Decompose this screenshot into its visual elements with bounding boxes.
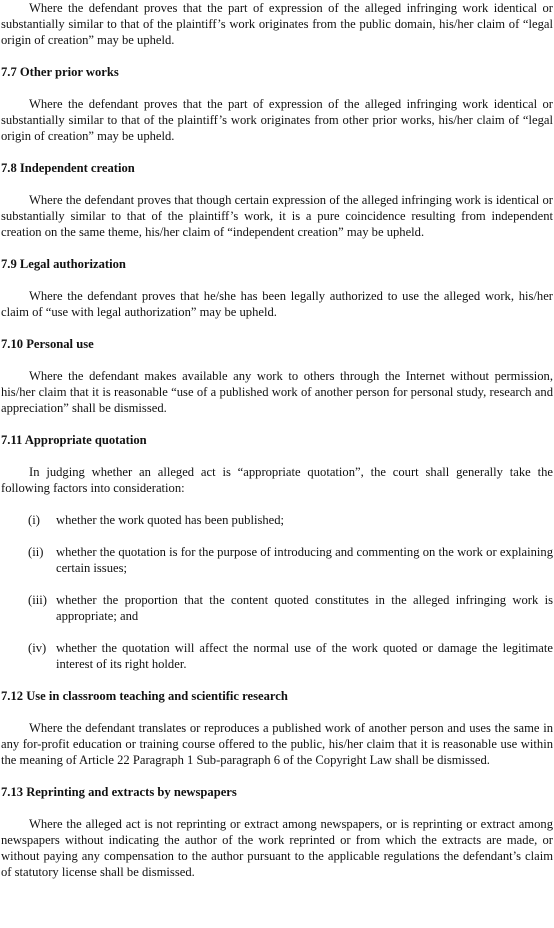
- paragraph-public-domain: Where the defendant proves that the part of expression of the alleged infringing work identical or substantially similar to that of the plaintiff’s work originates from the public domain, his/her claim of “legal origin of creation” may be upheld.: [1, 1, 553, 47]
- heading-7-8: 7.8 Independent creation: [1, 161, 135, 175]
- heading-7-13: 7.13 Reprinting and extracts by newspapers: [1, 785, 237, 799]
- heading-7-11: 7.11 Appropriate quotation: [1, 433, 147, 447]
- list-item-number: (i): [28, 513, 40, 527]
- heading-7-10: 7.10 Personal use: [1, 337, 94, 351]
- heading-7-12: 7.12 Use in classroom teaching and scientific research: [1, 689, 288, 703]
- heading-7-9: 7.9 Legal authorization: [1, 257, 126, 271]
- paragraph-7-10: Where the defendant makes available any work to others through the Internet without permission, his/her claim that it is reasonable “use of a published work of another person for personal study, research and appreciation” shall be dismissed.: [1, 369, 553, 415]
- list-item-text: whether the quotation will affect the normal use of the work quoted or damage the legitimate interest of its right holder.: [56, 641, 553, 671]
- list-item: [1, 512, 553, 528]
- paragraph-7-13: Where the alleged act is not reprinting or extract among newspapers, or is reprinting or extract among newspapers without indicating the author of the work reprinted or from which the extracts are made, or without paying any compensation to the author pursuant to the applicable regulations the defendant’s claim of statutory license shall be dismissed.: [1, 817, 553, 879]
- paragraph-7-9: Where the defendant proves that he/she has been legally authorized to use the alleged work, his/her claim of “use with legal authorization” may be upheld.: [1, 289, 553, 319]
- list-item-text: whether the proportion that the content quoted constitutes in the alleged infringing work is appropriate; and: [56, 593, 553, 623]
- heading-7-7: 7.7 Other prior works: [1, 65, 119, 79]
- factors-list: [1, 512, 553, 672]
- list-item-number: (iii): [28, 593, 47, 607]
- list-item-number: (iv): [28, 641, 47, 655]
- paragraph-7-11: In judging whether an alleged act is “appropriate quotation”, the court shall generally take the following factors into consideration:: [1, 465, 553, 495]
- list-item-text: whether the quotation is for the purpose of introducing and commenting on the work or explaining certain issues;: [56, 545, 553, 575]
- list-item: [1, 544, 553, 576]
- list-item-number: (ii): [28, 545, 44, 559]
- paragraph-7-8: Where the defendant proves that though certain expression of the alleged infringing work is identical or substantially similar to that of the plaintiff’s work, it is a pure coincidence resulting from independent creation on the same theme, his/her claim of “independent creation” may be upheld.: [1, 193, 553, 239]
- list-item: [1, 640, 553, 672]
- paragraph-7-12: Where the defendant translates or reproduces a published work of another person and uses the same in any for-profit education or training course offered to the public, his/her claim that it is reasonable use within the meaning of Article 22 Paragraph 1 Sub-paragraph 6 of the Copyright Law shall be dismissed.: [1, 721, 553, 767]
- paragraph-7-7: Where the defendant proves that the part of expression of the alleged infringing work identical or substantially similar to that of the plaintiff’s work originates from other prior works, his/her claim of “legal origin of creation” may be upheld.: [1, 97, 553, 143]
- list-item-text: whether the work quoted has been published;: [56, 513, 285, 527]
- list-item: [1, 592, 553, 624]
